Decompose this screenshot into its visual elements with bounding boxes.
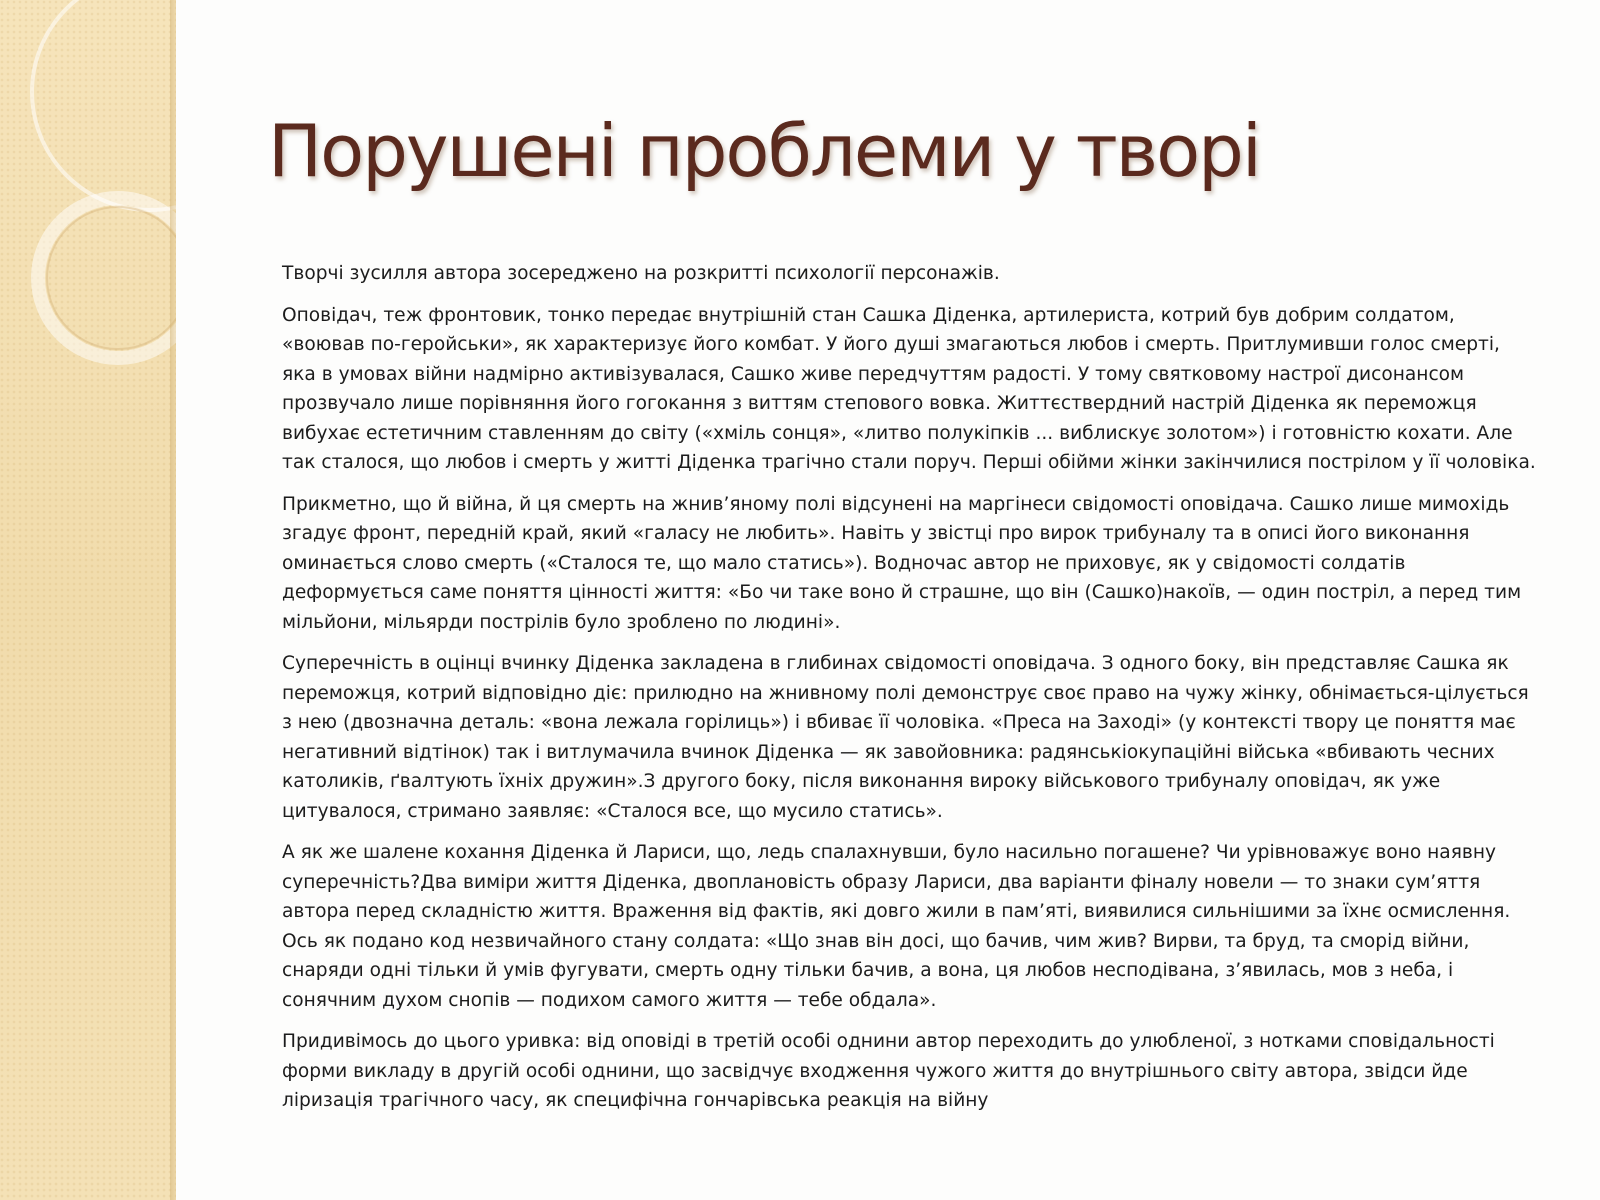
- decorative-ring-medium: [38, 198, 176, 358]
- decorative-ring-large: [32, 0, 176, 210]
- slide-title: Порушені проблеми у творі: [268, 109, 1260, 193]
- slide-body: [282, 259, 1538, 1128]
- paragraph-6: Придивімось до цього уривка: від оповіді в третій особі однини автор переходить до улюбленої, з нотками сповідальності форми викладу в другій особі однини, що засвідчує входження чужого життя до внутрішнього світу автора, звідси йде ліризація трагічного часу, як специфічна гончарівська реакція на війну: [282, 1031, 1495, 1111]
- decorative-sidebar: [0, 0, 176, 1200]
- decorative-ring-medium-inner: [47, 207, 176, 349]
- decorative-rings: [0, 0, 176, 1200]
- paragraph-4: Суперечність в оцінці вчинку Діденка закладена в глибинах свідомості оповідача. З одного боку, він представляє Сашка як переможця, котрий відповідно діє: прилюдно на жнивному полі демонструє своє право на чужу жінку, обнімається-цілується з нею (двозначна деталь: «вона лежала горілиць») і вбиває її чоловіка. «Преса на Заході» (у контексті твору це поняття має негативний відтінок) так і витлумачила вчинок Діденка — як завойовника: радянськіокупаційні війська «вбивають чесних католиків, ґвалтують їхніх дружин».З другого боку, після виконання вироку військового трибуналу оповідач, як уже цитувалося, стримано заявляє: «Сталося все, що мусило статись».: [282, 653, 1529, 822]
- paragraph-2: Оповідач, теж фронтовик, тонко передає внутрішній стан Сашка Діденка, артилериста, котрий був добрим солдатом, «воював по-геройськи», як характеризує його комбат. У його душі змагаються любов і смерть. Притлумивши голос смерті, яка в умовах війни надмірно активізувалася, Сашко живе передчуттям радості. У тому святковому настрої дисонансом прозвучало лише порівняння його гогокання з виттям степового вовка. Життєствердний настрій Діденка як переможця вибухає естетичним ставленням до світу («хміль сонця», «литво полукіпків ... виблискує золотом») і готовністю кохати. Але так сталося, що любов і смерть у житті Діденка трагічно стали поруч. Перші обійми жінки закінчилися пострілом у її чоловіка.: [282, 304, 1536, 473]
- sidebar-edge-shadow: [170, 0, 176, 1200]
- paragraph-1: Творчі зусилля автора зосереджено на розкритті психології персонажів.: [282, 263, 1000, 284]
- paragraph-3: Прикметно, що й війна, й ця смерть на жнив’яному полі відсунені на маргінеси свідомості оповідача. Сашко лише мимохідь згадує фронт, передній край, який «галасу не любить». Навіть у звістці про вирок трибуналу та в описі його виконання оминається слово смерть («Сталося те, що мало статись»). Водночас автор не приховує, як у свідомості солдатів деформується саме поняття цінності життя: «Бо чи таке воно й страшне, що він (Сашко)накоїв, — один постріл, а перед тим мільйони, мільярди пострілів було зроблено по людині».: [282, 493, 1522, 633]
- paragraph-5: А як же шалене кохання Діденка й Лариси, що, ледь спалахнувши, було насильно погашене? Чи урівноважує воно наявну суперечність?Два виміри життя Діденка, двоплановість образу Лариси, два варіанти фіналу новели — то знаки сум’яття автора перед складністю життя. Враження від фактів, які довго жили в пам’яті, виявилися сильнішими за їхнє осмислення. Ось як подано код незвичайного стану солдата: «Що знав він досі, що бачив, чим жив? Вирви, та бруд, та сморід війни, снаряди одні тільки й умів фугувати, смерть одну тільки бачив, а вона, ця любов несподівана, з’явилась, мов з неба, і сонячним духом снопів — подихом самого життя — тебе обдала».: [282, 842, 1511, 1011]
